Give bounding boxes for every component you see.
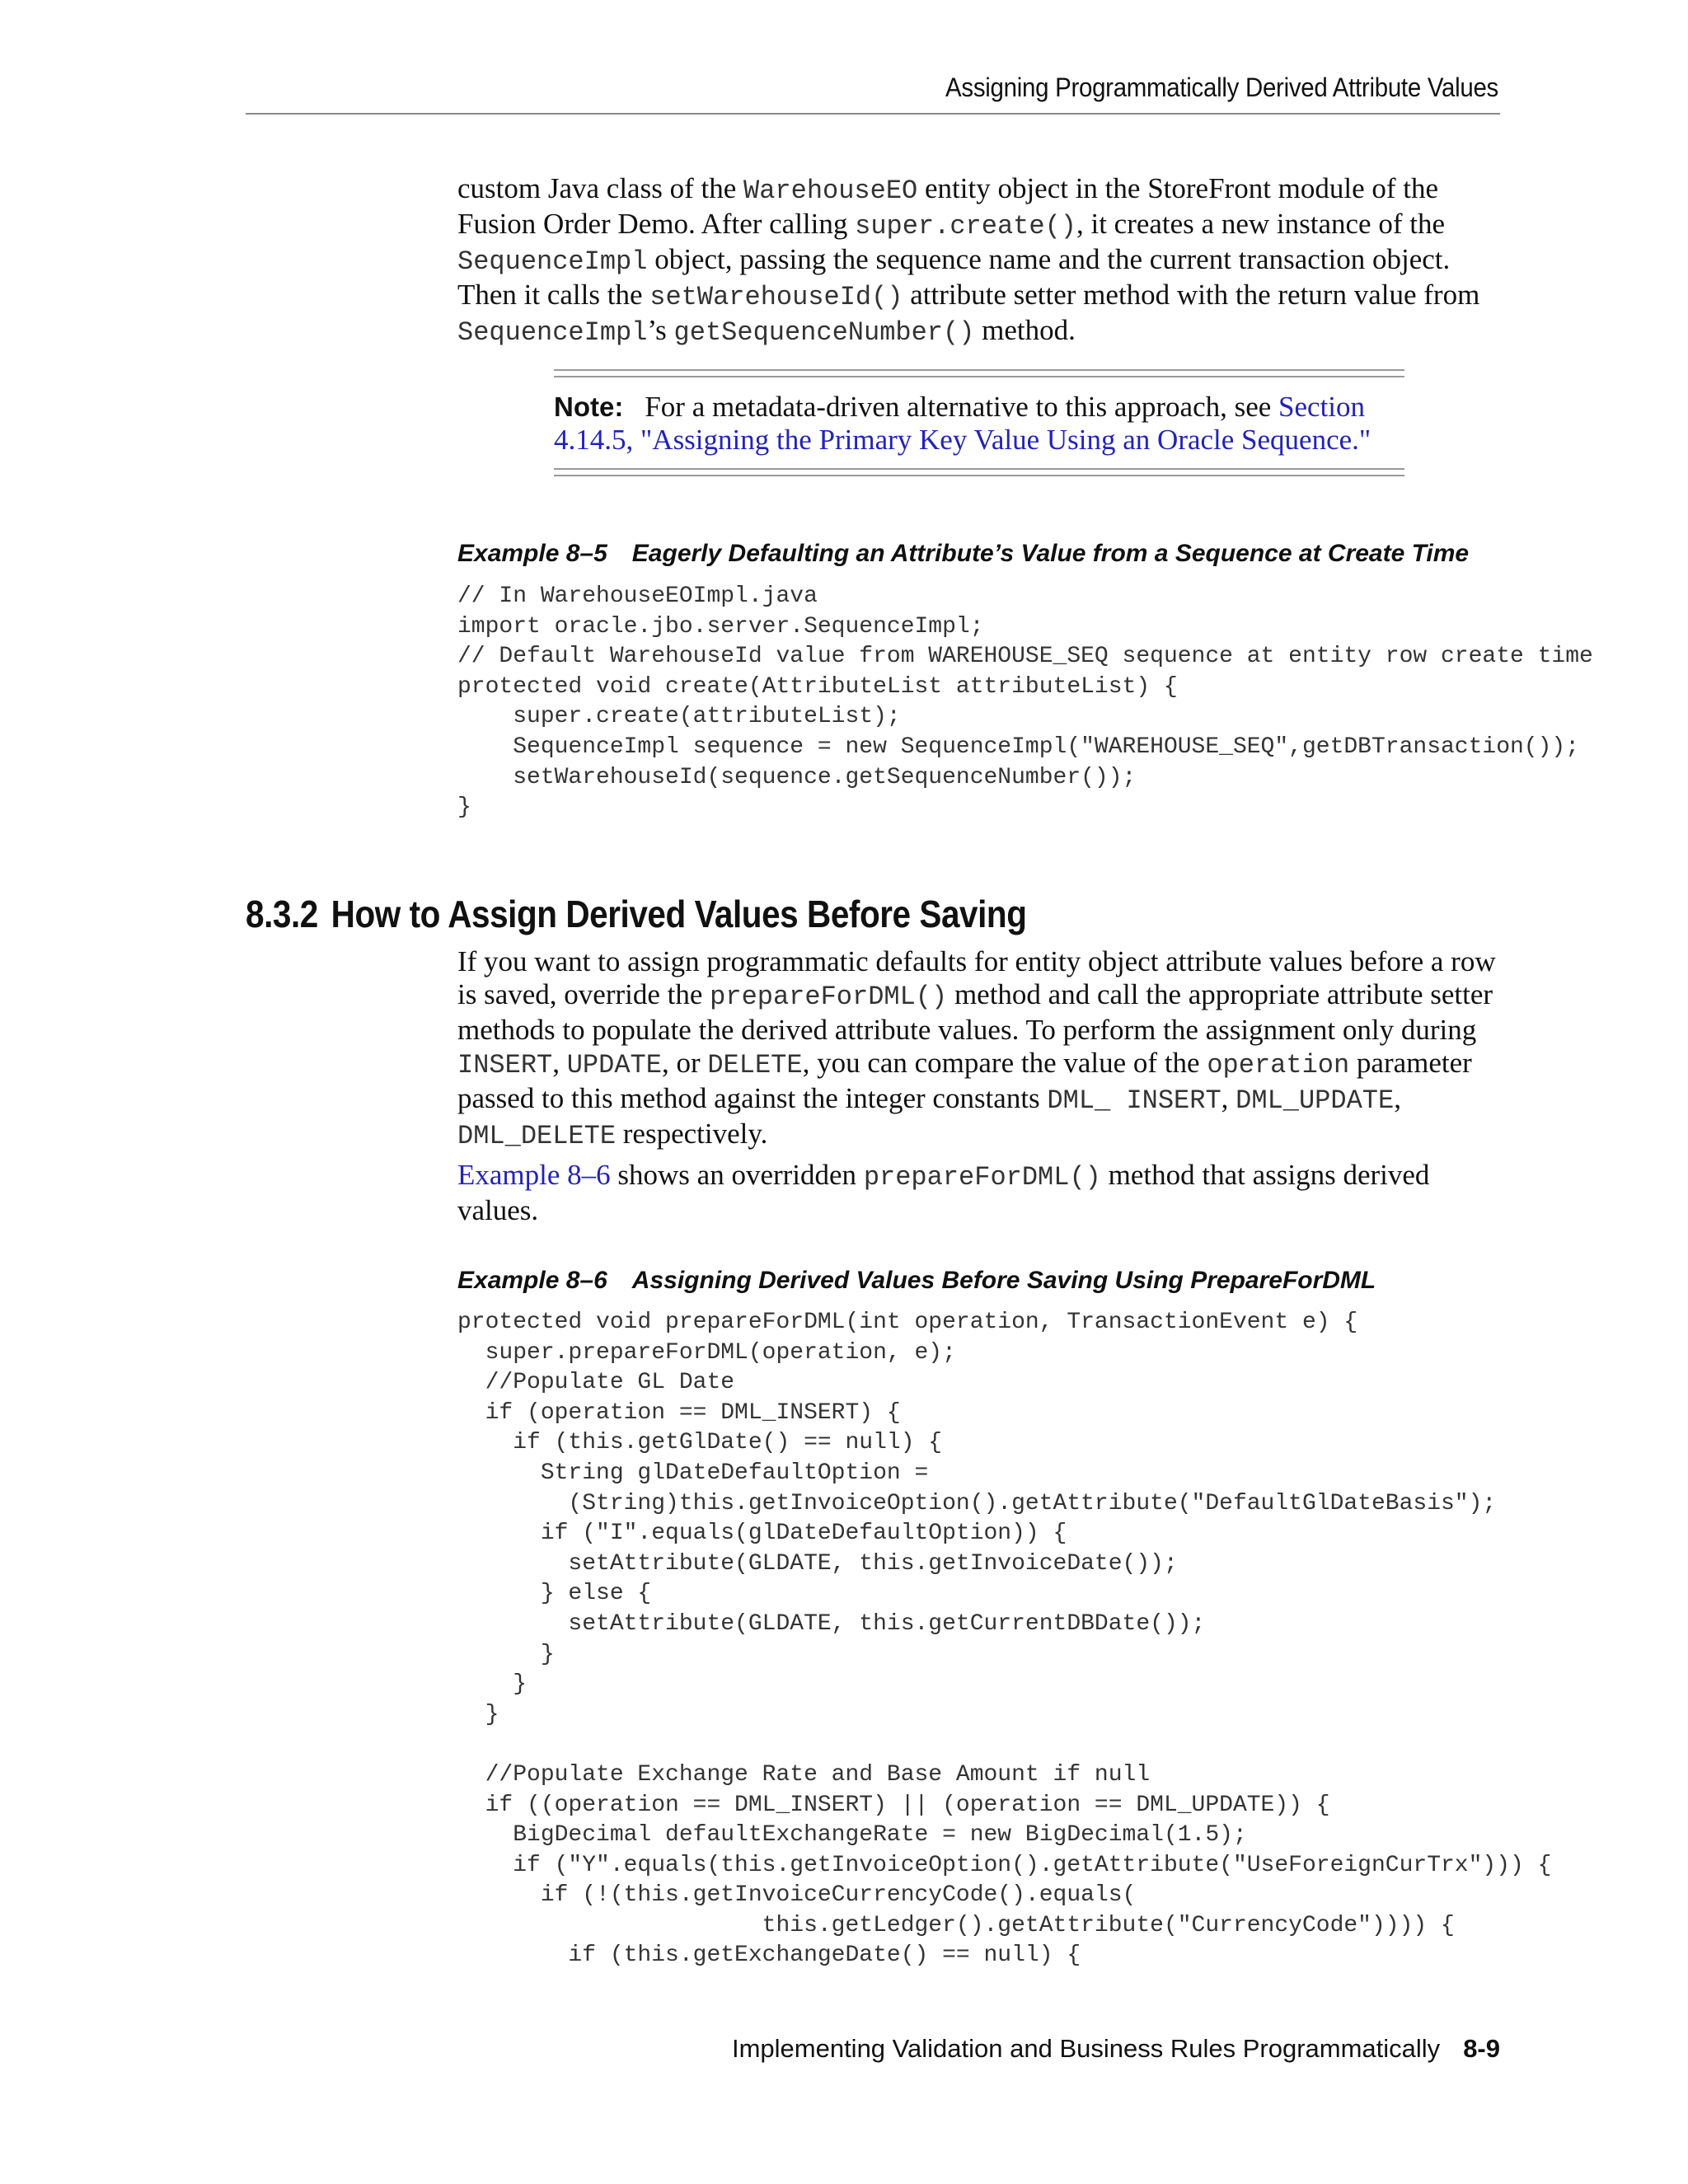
body2-text-2: method and call the appropriate attribute setter methods to populate the derived attribute values. To perform the assignment only during [457,978,1493,1046]
example-8-5-caption [457,540,1529,568]
body3-text-2: method that assigns derived values. [457,1159,1430,1226]
body2-code-delete: DELETE [707,1050,803,1080]
example-8-5-number: Example 8–5 [457,540,607,567]
body2-code-update: UPDATE [566,1050,662,1080]
intro-paragraph [457,172,1504,349]
body3-code-preparefordml: prepareForDML() [863,1162,1101,1193]
note-content [554,377,1404,468]
example-8-6-code: protected void prepareForDML(int operation, TransactionEvent e) { super.prepareForDML(operation, e); //Populate GL Date if (operation == DML_INSERT) { if (this.getGlDate() == null) { String glDateDefaultOption = (String)this.getInvoiceOption().getAttribute("DefaultGlDateBasis"); if ("I".equals(glDateDefaultOption)) { setAttribute(GLDATE, this.getInvoiceDate()); } else { setAttribute(GLDATE, this.getCurrentDBDate()); } } } //Populate Exchange Rate and Base Amount if null if ((operation == DML_INSERT) || (operation == DML_UPDATE)) { BigDecimal defaultExchangeRate = new BigDecimal(1.5); if ("Y".equals(this.getInvoiceOption().getAttribute("UseForeignCurTrx"))) { if (!(this.getInvoiceCurrencyCode().equals( this.getLedger().getAttribute("CurrencyCode")))) { if (this.getExchangeDate() == null) { [457,1310,1552,1969]
intro-text-1: custom Java class of the [457,172,743,204]
section-heading [246,892,1027,936]
body2-text-6: parameter passed to this method against the integer constants [457,1047,1472,1114]
note-label: Note: [554,391,624,422]
example-8-5-code: // In WarehouseEOImpl.java import oracle.jbo.server.SequenceImpl; // Default WarehouseId value from WAREHOUSE_SEQ sequence at entity row create time protected void create(AttributeList attributeList) { super.create(attributeList); SequenceImpl sequence = new SequenceImpl("WAREHOUSE_SEQ",getDBTransaction()); setWarehouseId(sequence.getSequenceNumber()); } [457,583,1593,821]
body2-text-4: , or [661,1047,708,1079]
intro-code-sequenceimpl: SequenceImpl [457,246,648,277]
example-8-6-number: Example 8–6 [457,1267,607,1294]
body2-code-dml-update: DML_UPDATE [1236,1085,1395,1116]
intro-code-getsequencenumber: getSequenceNumber() [673,317,975,348]
example-8-6-link[interactable]: Example 8–6 [457,1159,611,1191]
intro-text-6: ’s [647,314,674,346]
page-number: 8-9 [1463,2034,1500,2063]
body2-text-5: , you can compare the value of the [802,1047,1207,1079]
body2-text-9: respectively. [616,1118,768,1150]
note-box [554,369,1404,476]
example-8-6-caption [457,1267,1529,1295]
section-paragraph-2 [457,1159,1504,1227]
note-section-link[interactable]: Section 4.14.5, "Assigning the Primary Key Value Using an Oracle Sequence." [554,391,1372,456]
body2-code-dml-insert: DML_ INSERT [1047,1085,1221,1116]
body2-code-operation: operation [1207,1050,1350,1080]
intro-code-super-create: super.create() [855,211,1076,241]
note-bottom-rule [554,468,1404,476]
intro-text-5: attribute setter method with the return value from [903,279,1480,311]
intro-text-3: , it creates a new instance of the [1076,208,1445,240]
running-footer [495,2034,1500,2064]
intro-text-7: method. [974,314,1076,346]
body2-code-insert: INSERT [457,1050,553,1080]
section-number: 8.3.2 [246,893,318,935]
running-header: Assigning Programmatically Derived Attribute Values [945,73,1498,102]
note-text: For a metadata-driven alternative to this approach, see [645,391,1279,423]
body2-text-3: , [552,1047,567,1079]
intro-code-setwarehouseid: setWarehouseId() [649,282,903,312]
body2-text-1: If you want to assign programmatic defaults for entity object attribute values before a row is saved, override the [457,945,1496,1010]
section-paragraph-1 [457,945,1504,1153]
section-title: How to Assign Derived Values Before Saving [331,893,1027,935]
intro-code-warehouseeo: WarehouseEO [743,176,918,206]
footer-chapter-title: Implementing Validation and Business Rules Programmatically [731,2034,1441,2063]
note-top-rule [554,369,1404,377]
body2-code-dml-delete: DML_DELETE [457,1121,617,1151]
intro-code-sequenceimpl-2: SequenceImpl [457,317,648,348]
body2-code-preparefordml: prepareForDML() [710,982,948,1012]
intro-text-4: object, passing the sequence name and the current transaction object. Then it calls the [457,243,1451,311]
header-rule [246,113,1500,115]
example-8-5-title: Eagerly Defaulting an Attribute’s Value from a Sequence at Create Time [631,540,1470,567]
body3-text-1: shows an overridden [610,1159,864,1191]
intro-text-2: entity object in the StoreFront module of the Fusion Order Demo. After calling [457,172,1439,240]
example-8-6-title: Assigning Derived Values Before Saving Using PrepareForDML [631,1267,1376,1294]
body2-text-8: , [1394,1082,1401,1114]
body2-text-7: , [1221,1082,1236,1114]
